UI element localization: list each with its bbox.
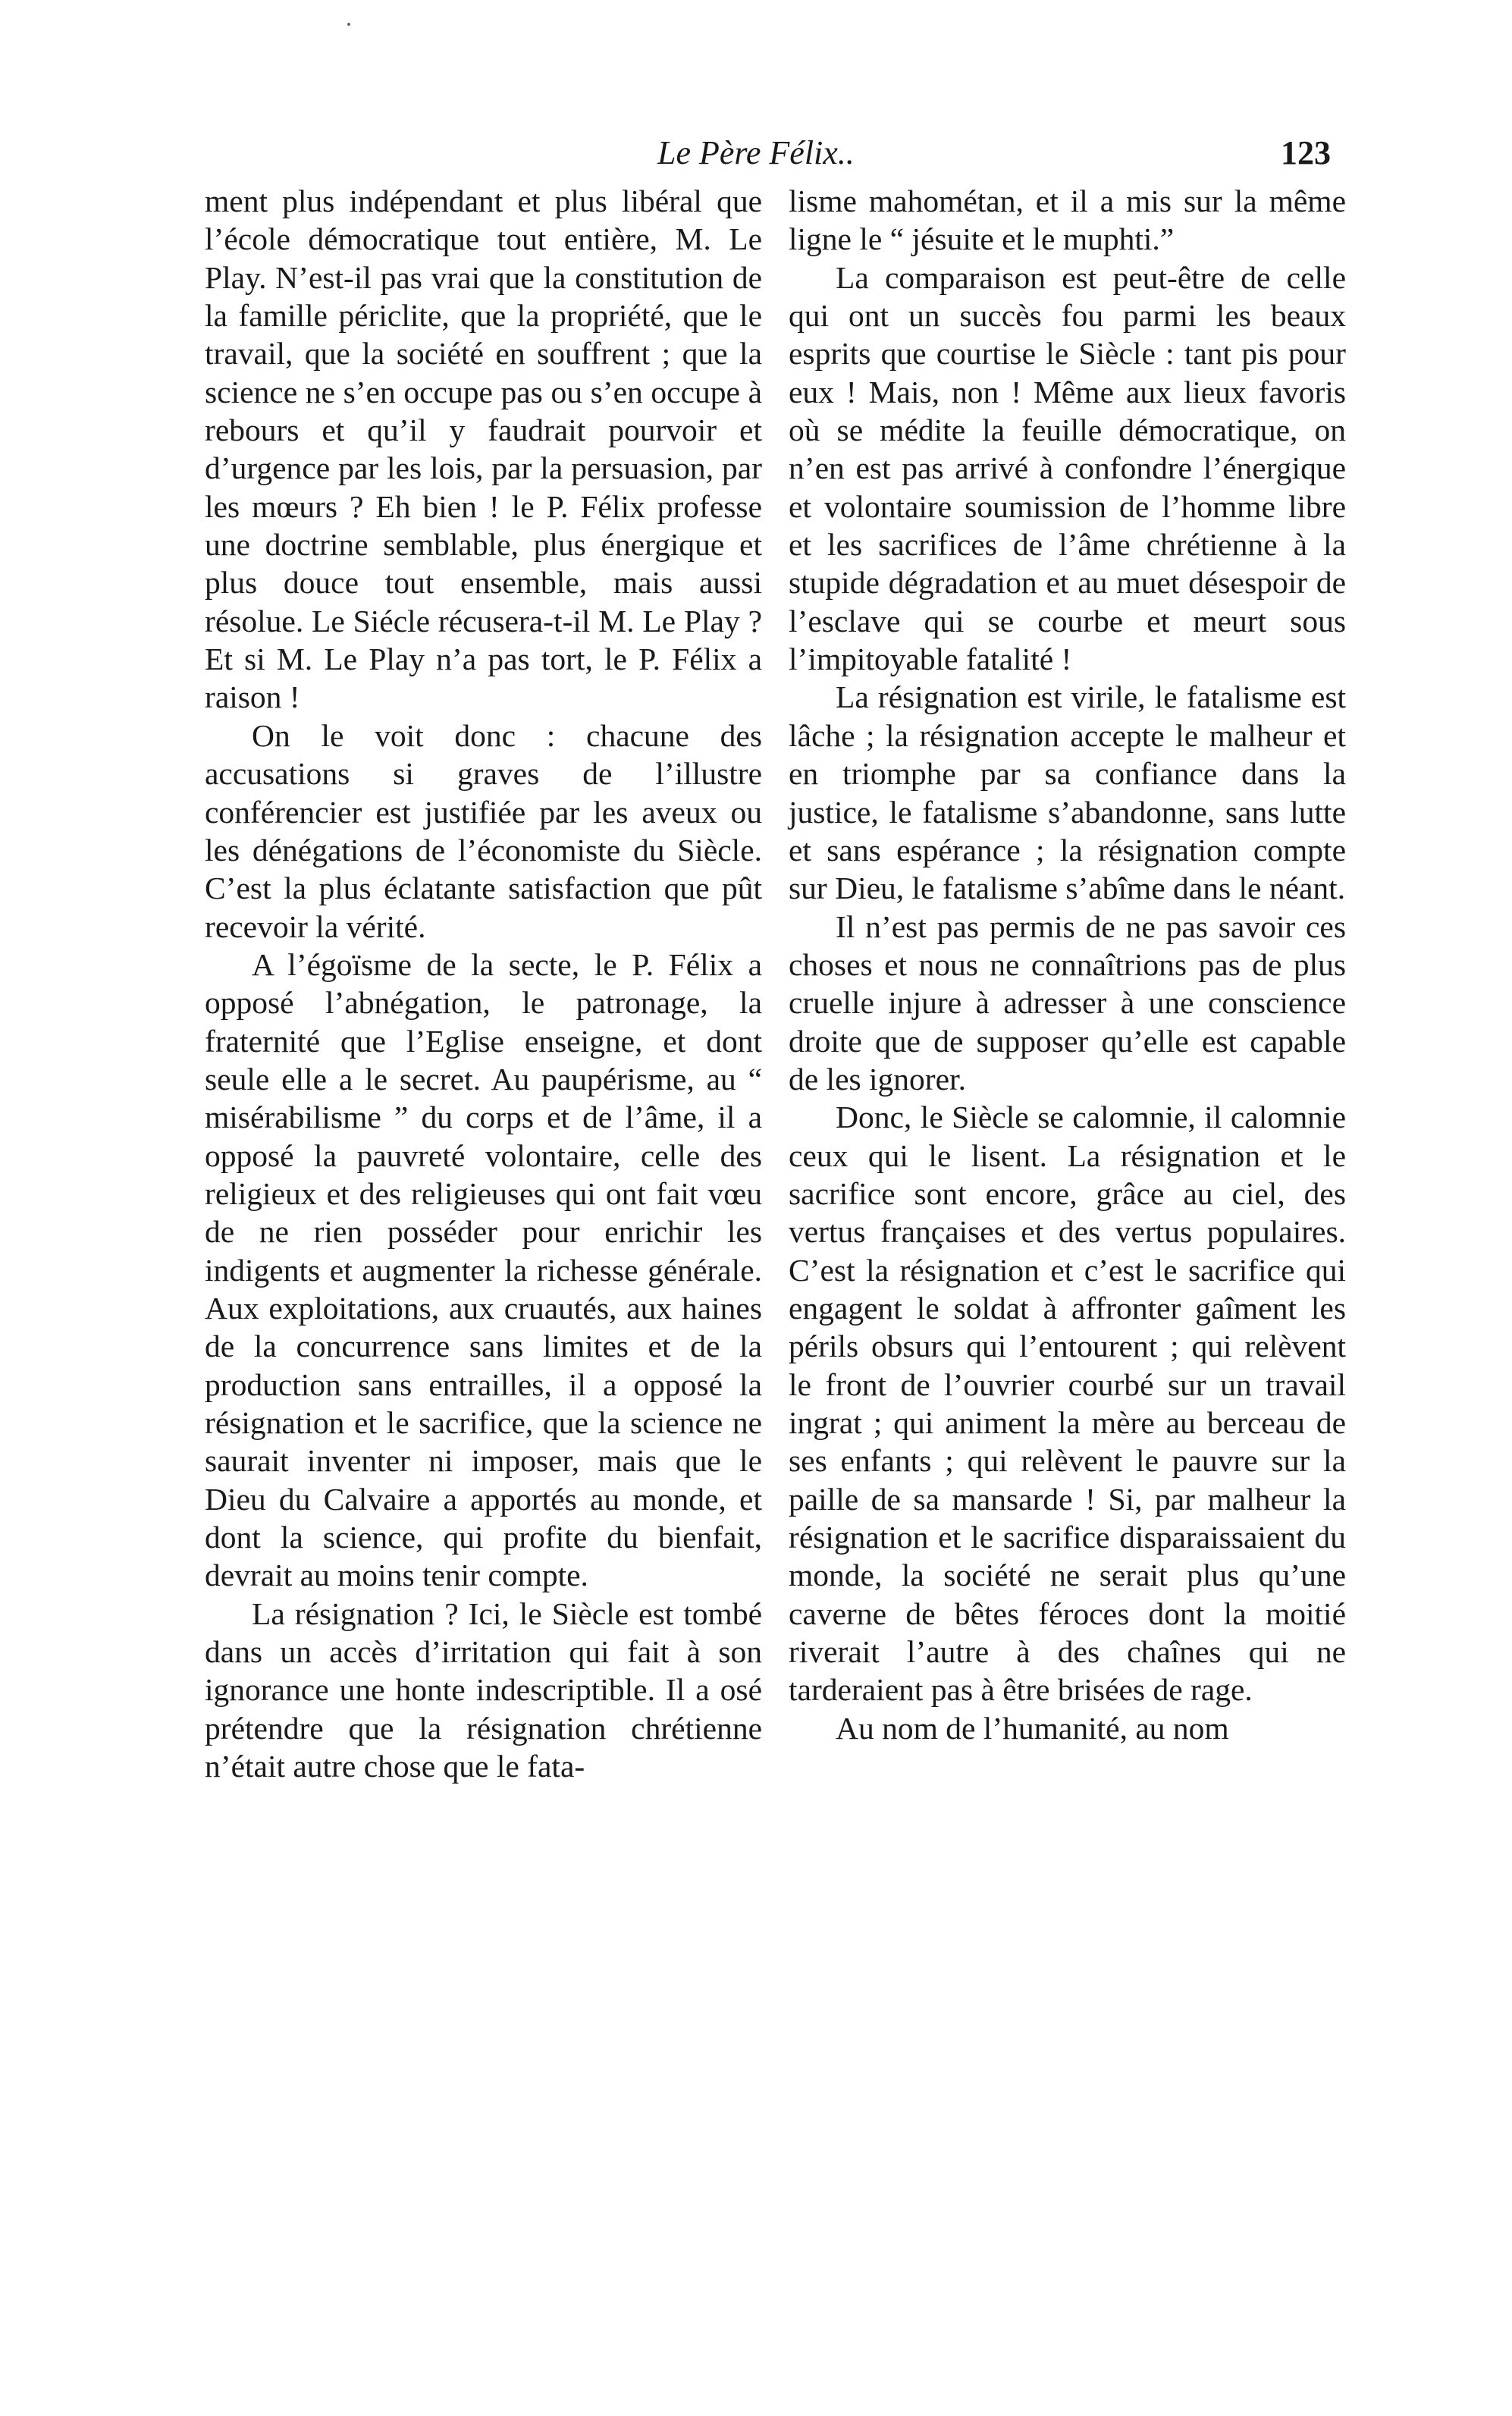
- page-header: [205, 130, 1331, 176]
- paragraph: Au nom de l’humanité, au nom: [836, 1710, 1229, 1746]
- paragraph: A l’égoïsme de la secte, le P. Félix a opposé l’abnégation, le patronage, la fraternité que l’Eglise enseigne, et dont seule elle a le secret. Au paupérisme, au “ misérabilisme ” du corps et de l’âme, il a opposé la pauvreté volontaire, celle des religieux et des religieuses qui ont fait vœu de ne rien posséder pour enrichir les indigents et augmenter la richesse générale. Aux exploitations, aux cruautés, aux haines de la concurrence sans limites et de la production sans entrailles, il a opposé la résignation et le sacrifice, que la science ne saurait inventer ni imposer, mais que le Dieu du Calvaire a apportés au monde, et dont la science, qui profite du bienfait, devrait au moins tenir compte.: [205, 946, 762, 1593]
- paragraph: La comparaison est peut-être de celle qui ont un succès fou parmi les beaux esprits que courtise le Siècle : tant pis pour eux ! Mais, non ! Même aux lieux favoris où se médite la feuille démocratique, on n’en est pas arrivé à confondre l’énergique et volontaire soumission de l’homme libre et les sacrifices de l’âme chrétienne à la stupide dégradation et au muet désespoir de l’esclave qui se courbe et meurt sous l’impitoyable fatalité !: [789, 259, 1346, 677]
- left-column: [205, 182, 762, 1785]
- right-column: [789, 182, 1346, 1747]
- paragraph: lisme mahométan, et il a mis sur la même ligne le “ jésuite et le muphti.”: [789, 184, 1346, 257]
- ink-speck: [347, 23, 350, 26]
- paragraph: Il n’est pas permis de ne pas savoir ces choses et nous ne connaîtrions pas de plus cruelle injure à adresser à une conscience droite que de supposer qu’elle est capable de les ignorer.: [789, 908, 1346, 1097]
- page-number: 123: [1281, 134, 1331, 171]
- paragraph: ment plus indépendant et plus libéral que l’école démocratique tout entière, M. Le Play. N’est-il pas vrai que la constitution de la famille périclite, que la propriété, que le travail, que la société en souffrent ; que la science ne s’en occupe pas ou s’en occupe à rebours et qu’il y faudrait pourvoir et d’urgence par les lois, par la persuasion, par les mœurs ? Eh bien ! le P. Félix professe une doctrine semblable, plus énergique et plus douce tout ensemble, mais aussi résolue. Le Siécle récusera-t-il M. Le Play ? Et si M. Le Play n’a pas tort, le P. Félix a raison !: [205, 184, 762, 715]
- paragraph: Donc, le Siècle se calomnie, il calomnie ceux qui le lisent. La résignation et le sacrifice sont encore, grâce au ciel, des vertus françaises et des vertus populaires. C’est la résignation et c’est le sacrifice qui engagent le soldat à affronter gaîment les périls obsurs qui l’entourent ; qui relèvent le front de l’ouvrier courbé sur un travail ingrat ; qui animent la mère au berceau de ses enfants ; qui relèvent le pauvre sur la paille de sa mansarde ! Si, par malheur la résignation et le sacrifice disparaissaient du monde, la société ne serait plus qu’une caverne de bêtes féroces dont la moitié riverait l’autre à des chaînes qui ne tarderaient pas à être brisées de rage.: [789, 1100, 1346, 1708]
- paragraph: La résignation ? Ici, le Siècle est tombé dans un accès d’irritation qui fait à son ignorance une honte indescriptible. Il a osé prétendre que la résignation chrétienne n’était autre chose que le fata-: [205, 1596, 762, 1784]
- paragraph: On le voit donc : chacune des accusations si graves de l’illustre conférencier est justifiée par les aveux ou les dénégations de l’économiste du Siècle. C’est la plus éclatante satisfaction que pût recevoir la vérité.: [205, 717, 762, 944]
- running-title: Le Père Félix..: [657, 134, 855, 171]
- paragraph: La résignation est virile, le fatalisme est lâche ; la résignation accepte le malheur et en triomphe par sa confiance dans la justice, le fatalisme s’abandonne, sans lutte et sans espérance ; la résignation compte sur Dieu, le fatalisme s’abîme dans le néant.: [789, 679, 1346, 906]
